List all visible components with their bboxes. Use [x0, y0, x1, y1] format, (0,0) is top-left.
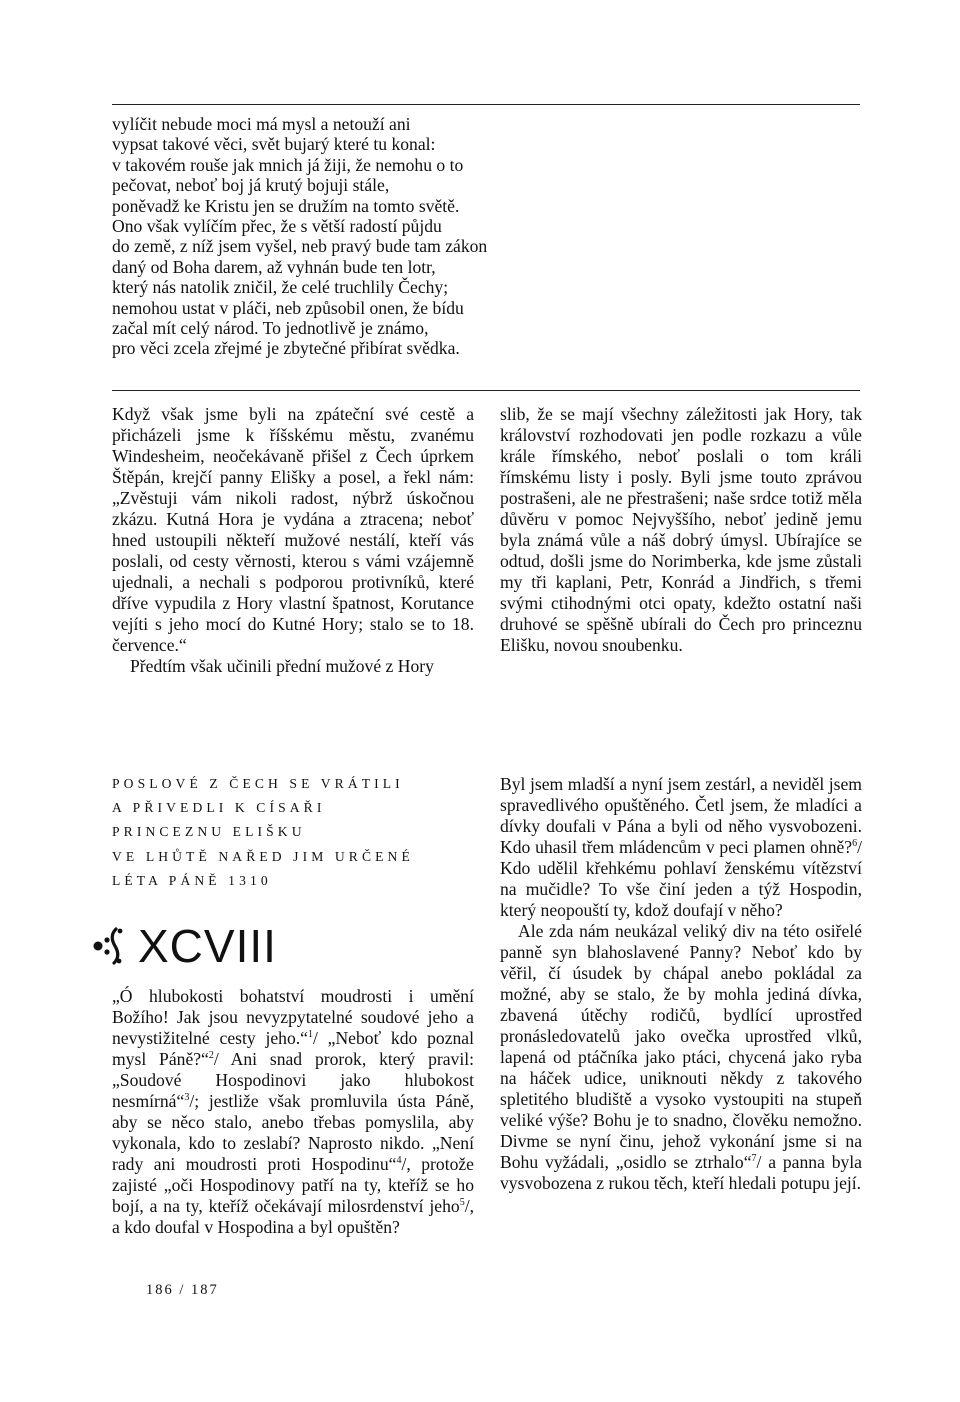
prose-column-right-top	[500, 404, 862, 656]
footnote-ref: 3	[184, 1092, 190, 1104]
paragraph	[500, 774, 862, 921]
footnote-ref: 6	[852, 838, 858, 850]
prose-column-left-top	[112, 404, 474, 677]
poem-line: poněvadž ke Kristu jen se družím na tomto světě.	[112, 195, 460, 216]
poem-line: nemohou ustat v pláči, neb způsobil onen, že bídu	[112, 297, 464, 318]
paragraph: Když však jsme byli na zpáteční své cestě a přicházeli jsme k říšskému městu, zvanému Windesheim, neočekávaně přišel z Čech úprkem Štěpán, krejčí panny Elišky a posel, a řekl nám: „Zvěstuji vám nikoli radost, nýbrž úskočnou zkázu. Kutná Hora je vydána a ztracena; neboť hned ustoupili někteří mužové nestálí, kteří vás poslali, od cesty věrnosti, kterou s vámi vzájemně ujednali, a nechali s podporou protivníků, které dříve vypudila z Hory vlastní špatnost, Korutance vejíti s jeho mocí do Kutné Hory; stalo se to 18. července.“	[112, 404, 474, 655]
paragraph	[112, 986, 474, 1238]
chapter-number-block	[92, 916, 277, 976]
prose-column-left-bottom	[112, 986, 474, 1238]
text-run: „Ó hlubokosti bohatství moudrosti i umění Božího! Jak jsou nevyzpytatelné soudové jeho a nevystižitelné cesty jeho.“	[112, 986, 474, 1048]
fleuron-icon	[92, 923, 126, 969]
prose-column-right-bottom	[500, 774, 862, 1194]
heading-line: VE LHŮTĚ NAŘED JIM URČENÉ	[112, 848, 414, 864]
poem-line: v takovém rouše jak mnich já žiji, že nemohu o to	[112, 154, 464, 175]
text-run: / Ani snad prorok, který pravil: „Soudové Hospodinovi jako hlubokost nesmírná“	[112, 1049, 474, 1111]
top-rule	[112, 104, 860, 105]
poem-block	[112, 114, 572, 359]
chapter-number: XCVIII	[138, 920, 277, 972]
poem-line: který nás natolik zničil, že celé truchlily Čechy;	[112, 277, 449, 298]
paragraph: slib, že se mají všechny záležitosti jak Hory, tak království rozhodovati jen podle rozkazu a vůle krále římského, neboť poslali o tom králi římskému listy i posly. Byli jsme touto zprávou postrašeni, ale ne přestrašeni; naše srdce totiž měla důvěru v pomoc Nejvyššího, neboť jedině jemu byla známá vůle a náš dobrý úmysl. Ubírajíce se odtud, došli jsme do Norimberka, kde jsme zůstali my tři kaplani, Petr, Konrád a Jindřich, s třemi svými ctihodnými otci opaty, kdežto ostatní naši druhové se spěšně ubírali do Čech pro princeznu Elišku, novou snoubenku.	[500, 404, 862, 655]
poem-line: daný od Boha darem, až vyhnán bude ten lotr,	[112, 256, 436, 277]
page-numbers: 186 / 187	[146, 1282, 219, 1298]
text-run: /, a kdo doufal v Hospodina a byl opuštěn?	[112, 1196, 474, 1237]
poem-line: začal mít celý národ. To jednotlivě je známo,	[112, 318, 429, 339]
heading-line: LÉTA PÁNĚ 1310	[112, 872, 272, 888]
poem-bottom-rule	[112, 390, 860, 391]
text-run: Ale zda nám neukázal veliký div na této osiřelé panně syn blahoslavené Panny? Neboť kdo by věřil, čí úsudek by chápal anebo pokládal za možné, aby se stalo, že by mohla jediná dívka, zbavená útěchy rodičů, bydlící uprostřed pronásledovatelů jako ovečka uprostřed vlků, lapená od ptáčníka jako ptáci, chycená jako ryba na háček udice, uniknouti někdy z takového spletitého bludiště a vysoko vystoupiti na stupeň veliké výše? Bohu je to snadno, člověku nemožno. Divme se nyní činu, jehož vykonání jsme si na Bohu vyžádali, „osidlo se ztrhalo“	[500, 921, 862, 1172]
footnote-ref: 1	[307, 1029, 313, 1041]
poem-line: do země, z níž jsem vyšel, neb pravý bude tam zákon	[112, 236, 488, 257]
heading-line: POSLOVÉ Z ČECH SE VRÁTILI	[112, 776, 404, 791]
poem-line: Ono však vylíčím přec, že s větší radostí půjdu	[112, 216, 442, 237]
heading-line: A PŘIVEDLI K CÍSAŘI	[112, 800, 326, 816]
text-run: / Kdo udělil křehkému pohlaví ženskému vítězství na mučidle? To vše činí jeden a týž Hospodin, který neopouští ty, kdož doufají v něho?	[500, 837, 862, 920]
poem-line: pečovat, neboť boj já krutý bojuji stále,	[112, 175, 390, 196]
text-run: /, protože zajisté „oči Hospodinovy patří na ty, kteříž se ho bojí, a na ty, kteříž očekávají milosrdenství jeho	[112, 1154, 474, 1216]
text-run: / a panna byla vysvobozena z rukou těch, kteří hledali potupu její.	[500, 1152, 862, 1193]
footnote-ref: 2	[208, 1050, 214, 1062]
footnote-ref: 4	[396, 1155, 402, 1167]
poem-line: vylíčit nebude moci má mysl a netouží ani	[112, 114, 411, 134]
paragraph: Předtím však učinili přední mužové z Hory	[130, 656, 434, 676]
poem-line: pro věci zcela zřejmé je zbytečné přibírat svědka.	[112, 338, 460, 359]
poem-line: vypsat takové věci, svět bujarý které tu konal:	[112, 134, 436, 155]
footnote-ref: 5	[459, 1197, 465, 1209]
heading-line: PRINCEZNU ELIŠKU	[112, 824, 306, 840]
paragraph	[500, 921, 862, 1194]
footnote-ref: 7	[751, 1153, 757, 1165]
chapter-heading	[112, 772, 482, 893]
text-run: Byl jsem mladší a nyní jsem zestárl, a neviděl jsem spravedlivého opuštěného. Četl jsem, že mladíci a dívky doufali v Pána a byli od něho vysvobozeni. Kdo uhasil třem mládencům v peci plamen ohně?	[500, 774, 862, 857]
text-run: / „Neboť kdo poznal mysl Páně?“	[112, 1028, 474, 1069]
text-run: /; jestliže však promluvila ústa Páně, aby se něco stalo, anebo třebas pomyslila, aby vykonala, kdo to zeslabí? Naprosto nikdo. „Není rady ani moudrosti proti Hospodinu“	[112, 1091, 474, 1174]
